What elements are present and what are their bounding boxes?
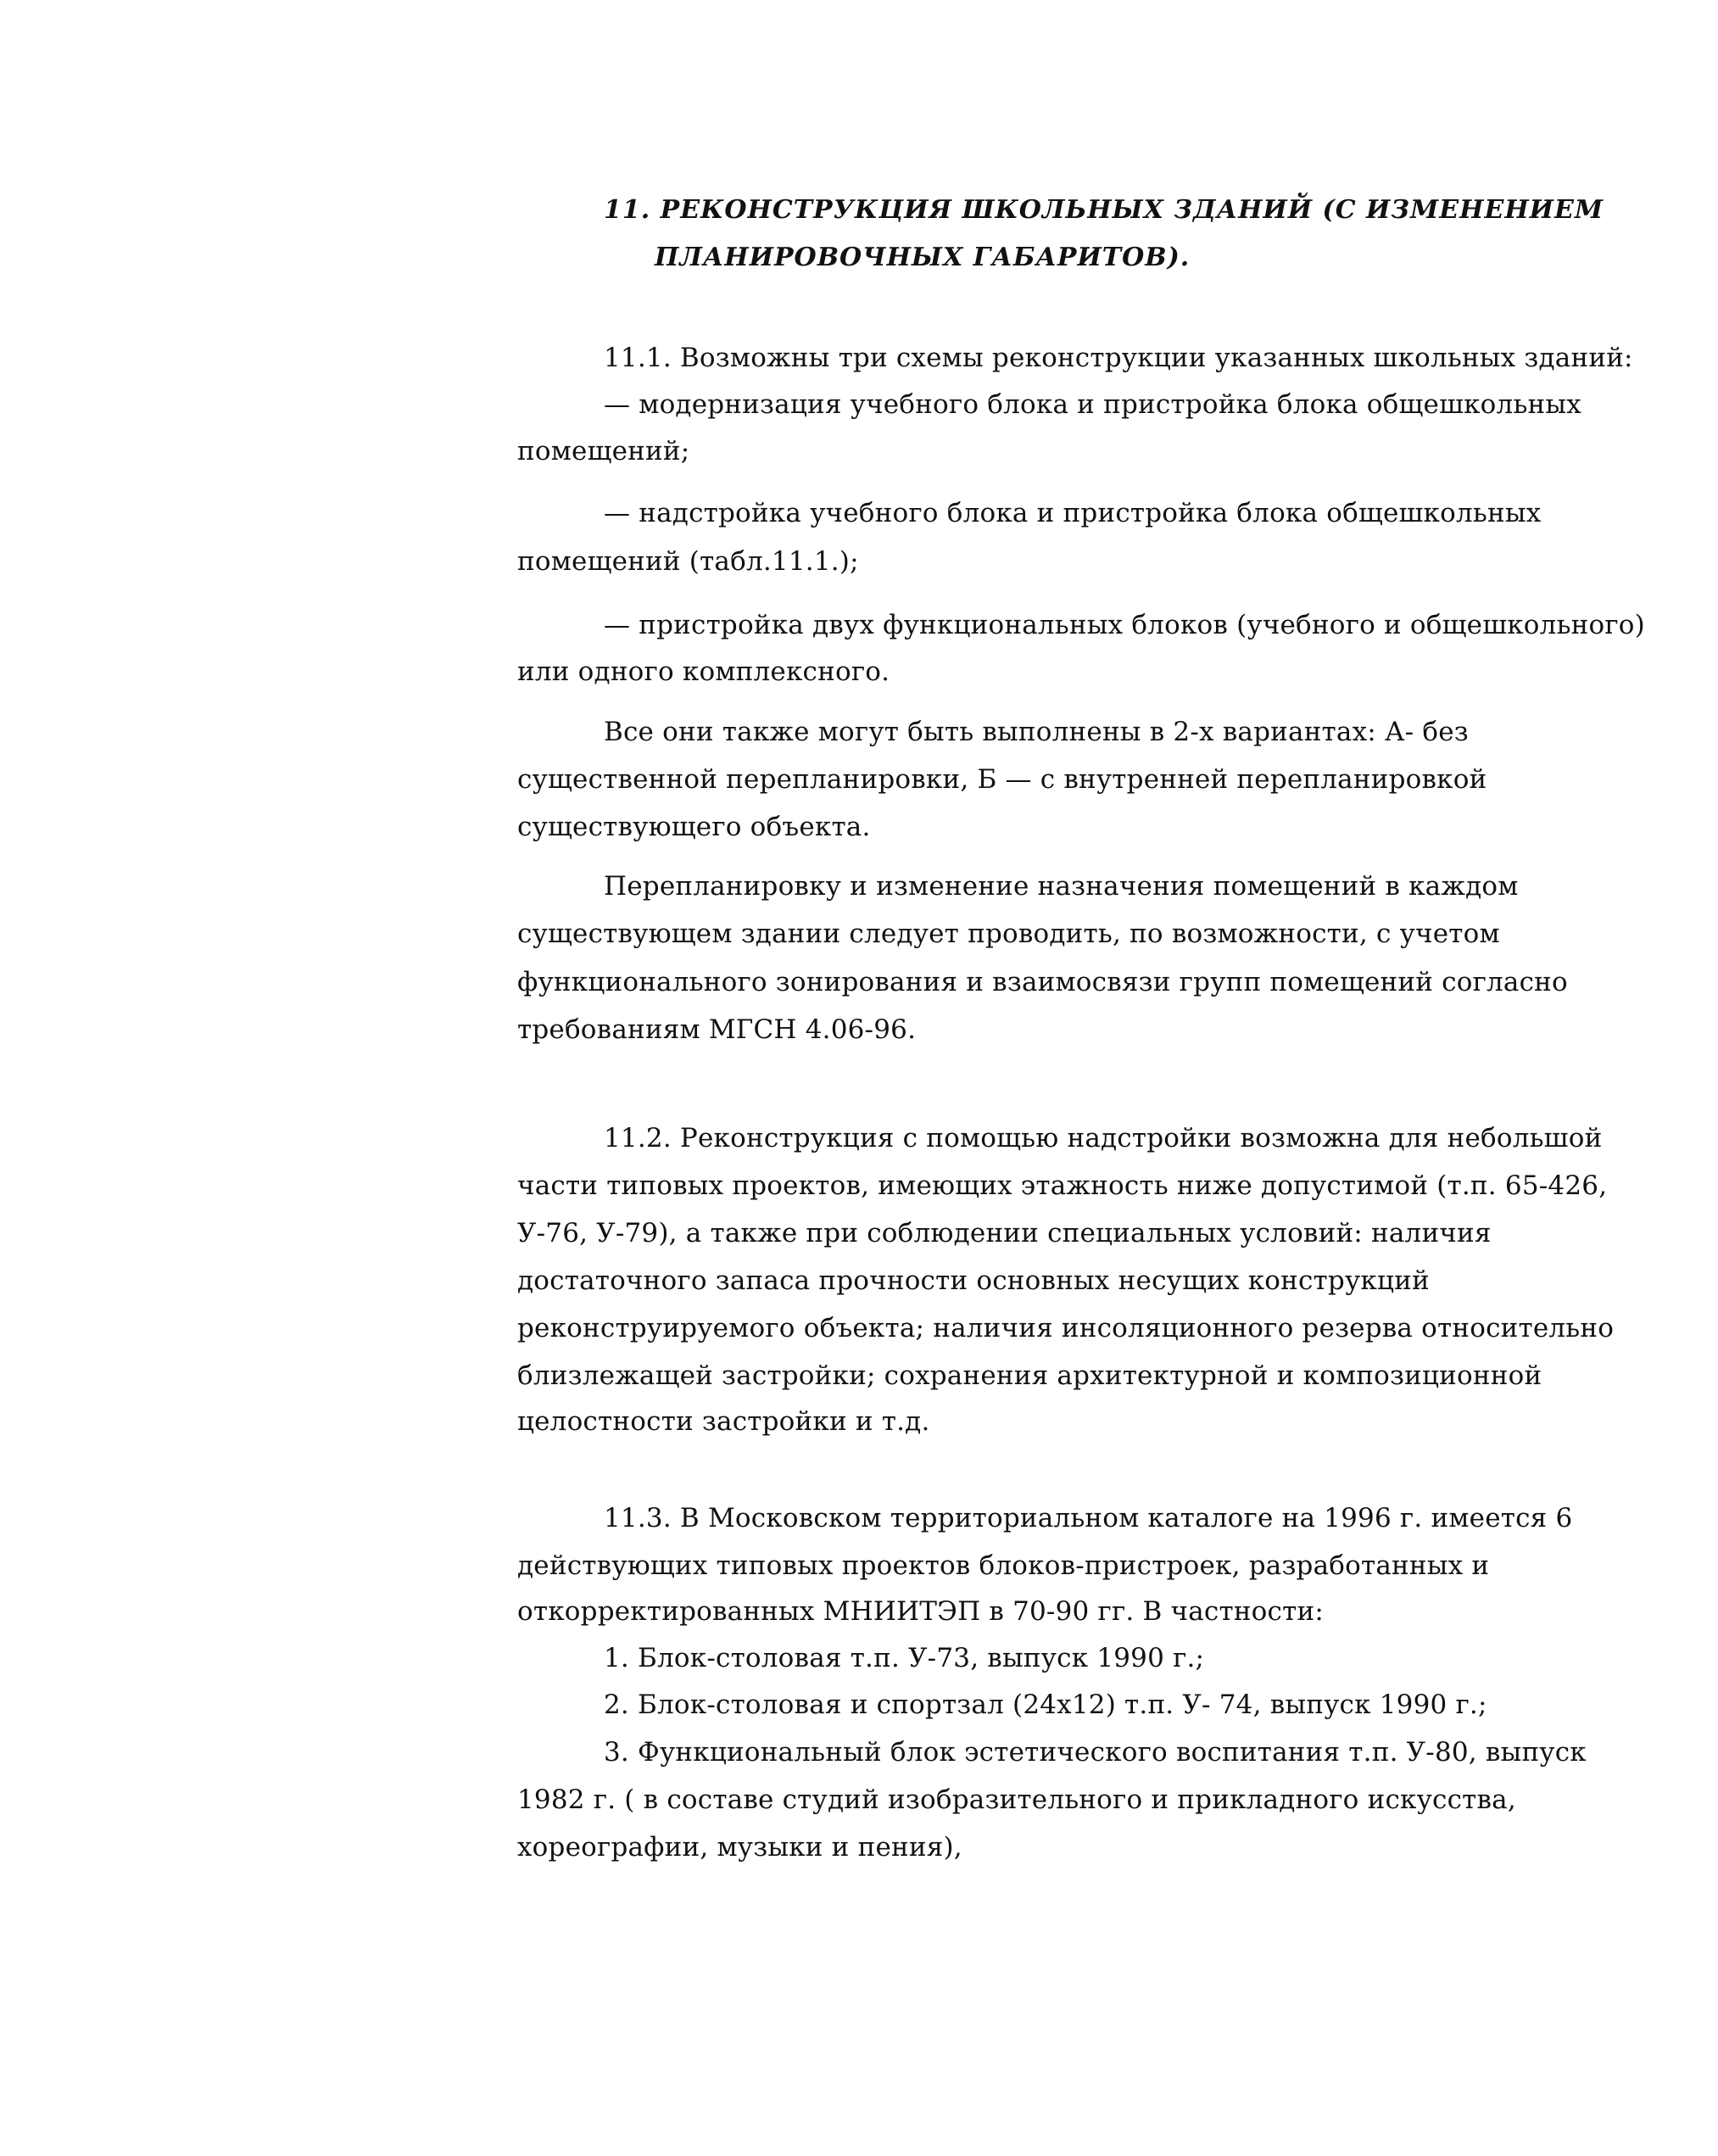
variants-line-1: Все они также могут быть выполнены в 2-х вариантах: А- без (604, 717, 1469, 747)
section-heading-line-1: 11. РЕКОНСТРУКЦИЯ ШКОЛЬНЫХ ЗДАНИЙ (С ИЗМЕНЕНИЕМ (604, 195, 1604, 225)
list-item-3-line-3: хореографии, музыки и пения), (517, 1832, 962, 1863)
scheme-3-line-1: — пристройка двух функциональных блоков (учебного и общешкольного) (604, 610, 1645, 640)
list-item-3-line-1: 3. Функциональный блок эстетического воспитания т.п. У-80, выпуск (604, 1737, 1587, 1768)
variants-line-3: существующего объекта. (517, 812, 871, 842)
paragraph-11-2-line-2: части типовых проектов, имеющих этажность ниже допустимой (т.п. 65-426, (517, 1170, 1608, 1201)
list-item-2: 2. Блок-столовая и спортзал (24х12) т.п. У- 74, выпуск 1990 г.; (604, 1690, 1487, 1720)
paragraph-11-3-line-1: 11.3. В Московском территориальном каталоге на 1996 г. имеется 6 (604, 1503, 1573, 1533)
replanning-line-1: Перепланировку и изменение назначения помещений в каждом (604, 871, 1519, 902)
scheme-2-line-1: — надстройка учебного блока и пристройка блока общешкольных (604, 498, 1542, 528)
section-heading-line-2: ПЛАНИРОВОЧНЫХ ГАБАРИТОВ). (655, 243, 1191, 272)
paragraph-11-2-line-4: достаточного запаса прочности основных несущих конструкций (517, 1265, 1430, 1296)
replanning-line-2: существующем здании следует проводить, по возможности, с учетом (517, 919, 1500, 949)
scheme-1-line-1: — модернизация учебного блока и пристройка блока общешкольных (604, 389, 1581, 420)
paragraph-11-1-intro: 11.1. Возможны три схемы реконструкции указанных школьных зданий: (604, 343, 1633, 373)
replanning-line-3: функционального зонирования и взаимосвязи групп помещений согласно (517, 967, 1568, 997)
paragraph-11-2-line-3: У-76, У-79), а также при соблюдении специальных условий: наличия (517, 1218, 1492, 1248)
paragraph-11-2-line-5: реконструируемого объекта; наличия инсоляционного резерва относительно (517, 1313, 1615, 1343)
paragraph-11-2-line-1: 11.2. Реконструкция с помощью надстройки возможна для небольшой (604, 1123, 1603, 1153)
scheme-2-line-2: помещений (табл.11.1.); (517, 546, 859, 577)
paragraph-11-3-line-2: действующих типовых проектов блоков-пристроек, разработанных и (517, 1550, 1490, 1581)
list-item-3-line-2: 1982 г. ( в составе студий изобразительного и прикладного искусства, (517, 1785, 1516, 1815)
list-item-1: 1. Блок-столовая т.п. У-73, выпуск 1990 г.; (604, 1643, 1205, 1673)
paragraph-11-2-line-6: близлежащей застройки; сохранения архитектурной и композиционной (517, 1360, 1542, 1391)
scheme-1-line-2: помещений; (517, 436, 690, 466)
paragraph-11-3-line-3: откорректированных МНИИТЭП в 70-90 гг. В частности: (517, 1596, 1324, 1627)
paragraph-11-2-line-7: целостности застройки и т.д. (517, 1406, 930, 1437)
scheme-3-line-2: или одного комплексного. (517, 656, 890, 687)
variants-line-2: существенной перепланировки, Б — с внутренней перепланировкой (517, 764, 1487, 795)
replanning-line-4: требованиям МГСН 4.06-96. (517, 1014, 917, 1045)
